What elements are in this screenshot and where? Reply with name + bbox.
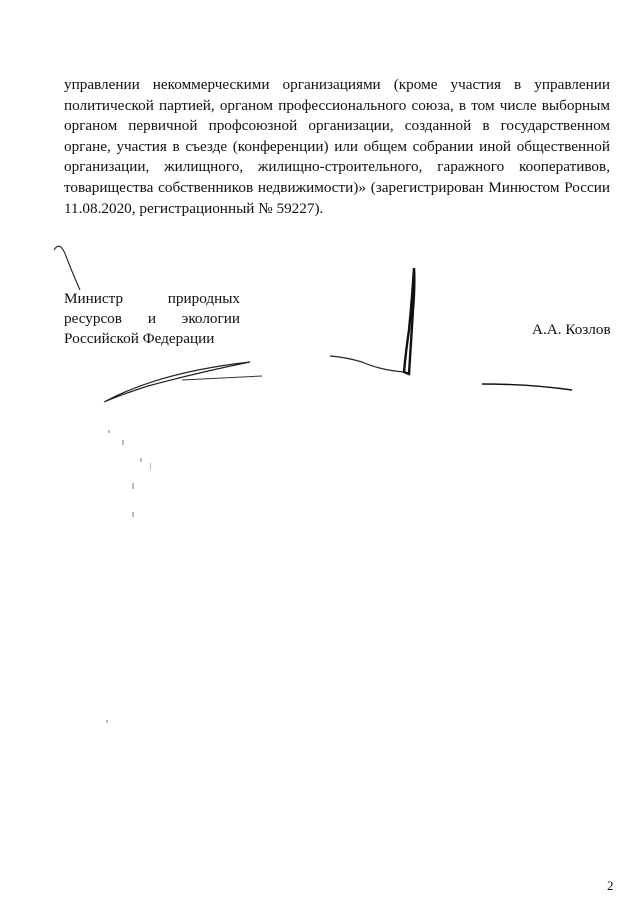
handwritten-underline xyxy=(182,376,262,380)
signatory-title-line: ресурсов и экологии xyxy=(64,310,240,327)
signatory-name: А.А. Козлов xyxy=(532,321,611,338)
paragraph-line: товарищества собственников недвижимости)» (зарегистрирован Минюстом России xyxy=(64,178,610,196)
handwritten-stroke xyxy=(54,246,80,290)
handwritten-sweep xyxy=(104,362,250,402)
paragraph-line: организации, жилищного, жилищно-строительного, гаражного кооперативов, xyxy=(64,158,610,176)
handwritten-signature-tail xyxy=(330,356,404,372)
scan-specks xyxy=(106,430,151,723)
handwritten-dash xyxy=(482,384,572,390)
paragraph-line: 11.08.2020, регистрационный № 59227). xyxy=(64,199,324,217)
signatory-title-line: Министр природных xyxy=(64,290,240,307)
paragraph-line: органом первичной профсоюзной организации, созданной в государственном xyxy=(64,117,610,135)
signatory-title-line: Российской Федерации xyxy=(64,330,215,347)
paragraph-line: управлении некоммерческими организациями (кроме участия в управлении xyxy=(64,76,610,93)
paragraph-line: органе, участия в съезде (конференции) или общем собрании иной общественной xyxy=(64,137,610,155)
page-number: 2 xyxy=(607,878,614,893)
handwritten-signature xyxy=(404,268,414,374)
paragraph-line: политической партией, органом профессионального союза, в том числе выборным xyxy=(64,96,610,114)
